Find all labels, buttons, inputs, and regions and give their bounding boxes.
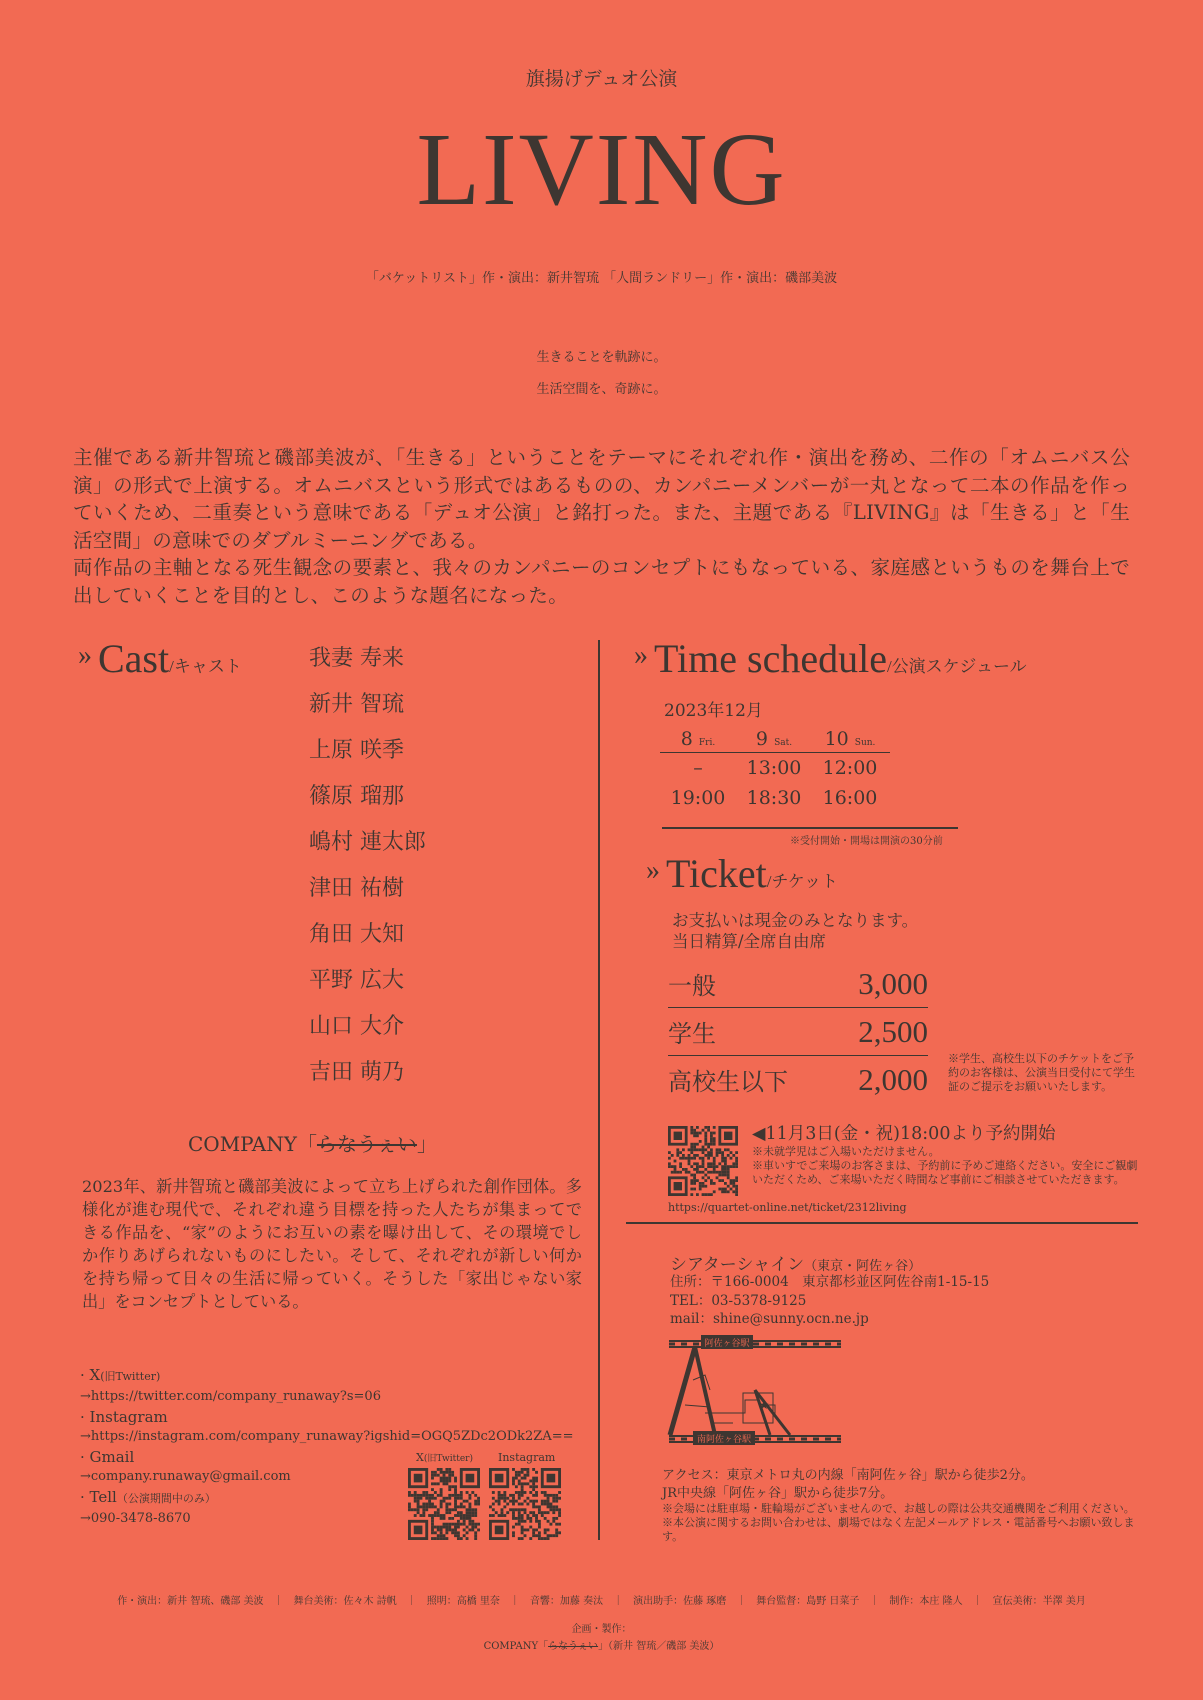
schedule-cell: 19:00 (670, 787, 726, 809)
theater-address: 住所：〒166-0004 東京都杉並区阿佐谷南1-15-15 (670, 1274, 990, 1290)
schedule-cell: 12:00 (822, 757, 878, 779)
access-metro: アクセス：東京メトロ丸の内線「南阿佐ヶ谷」駅から徒歩2分。 (662, 1468, 1034, 1483)
qr-x-label: X (416, 1451, 424, 1464)
tagline-2: 生活空間を、奇跡に。 (536, 382, 667, 397)
price-name: 高校生以下 (668, 1068, 788, 1096)
cast-member: 上原 咲季 (309, 738, 404, 763)
price-name: 学生 (668, 1020, 716, 1048)
schedule-cell: 18:30 (746, 787, 802, 809)
theater-mail[interactable]: mail：shine@sunny.ocn.ne.jp (670, 1311, 869, 1327)
page-title: LIVING (416, 112, 787, 227)
theater-name (670, 1250, 921, 1275)
day-number: 8 (680, 728, 693, 750)
production-name: らなうぇい (548, 1641, 599, 1652)
company-suffix: 」 (416, 1132, 437, 1156)
cast-member: 山口 大介 (309, 1014, 404, 1039)
cast-member: 篠原 瑠那 (309, 784, 404, 809)
chevron-right-icon: » (78, 640, 92, 671)
map-station-top: 阿佐ヶ谷駅 (704, 1339, 750, 1349)
production-prefix: COMPANY「 (483, 1641, 549, 1652)
schedule-heading-en: Time schedule (654, 636, 887, 681)
schedule-day (812, 728, 888, 750)
cast-heading-en: Cast (98, 636, 170, 681)
schedule-month: 2023年12月 (664, 701, 763, 721)
tel-link[interactable]: →090-3478-8670 (80, 1511, 191, 1526)
x-link[interactable]: →https://twitter.com/company_runaway?s=06 (80, 1389, 381, 1404)
x-qr-code-icon[interactable] (408, 1468, 480, 1540)
venue-note: ※本公演に関するお問い合わせは、劇場ではなく左記メールアドレス・電話番号へお願い致します。 (662, 1516, 1135, 1543)
day-of-week: Fri. (698, 738, 716, 748)
day-of-week: Sun. (854, 738, 876, 748)
venue-notes (662, 1502, 1142, 1544)
ticket-heading (646, 850, 838, 897)
ticket-payment-note: お支払いは現金のみとなります。 (672, 911, 919, 930)
price-value: 2,000 (858, 1061, 928, 1097)
staff-credits: 作・演出：新井 智琉、磯部 美波 ｜ 舞台美術：佐々木 詩帆 ｜ 照明：高橋 里奈 ｜ 音響：加藤 奏汰 ｜ 演出助手：佐藤 琢磨 ｜ 舞台監督：島野 日菜子 ｜ 制作：本庄 隆人 ｜ 宣伝美術：半澤 美月 (117, 1596, 1086, 1607)
schedule-row (660, 753, 890, 783)
instagram-link[interactable]: →https://instagram.com/company_runaway?igshid=OGQ5ZDc2ODk2ZA== (80, 1429, 574, 1444)
map-station-bottom: 南阿佐ヶ谷駅 (696, 1435, 752, 1445)
schedule-cell: 16:00 (822, 787, 878, 809)
intro-paragraph-2: 両作品の主軸となる死生観念の要素と、我々のカンパニーのコンセプトにもなっている、家庭感というものを舞台上で出していくことを目的とし、このような題名になった。 (73, 556, 1130, 607)
section-divider (626, 1222, 1138, 1224)
cast-heading-jp: /キャスト (169, 657, 242, 676)
schedule-heading (634, 635, 1027, 682)
ticket-link[interactable]: https://quartet-online.net/ticket/2312living (668, 1201, 907, 1214)
qr-x-sublabel: (旧Twitter) (423, 1454, 473, 1464)
credits-line: 「バケットリスト」作・演出：新井智琉 「人間ランドリー」作・演出：磯部美波 (365, 271, 838, 286)
star-icon: ★ (758, 1398, 770, 1412)
schedule-cell: 13:00 (746, 757, 802, 779)
x-label: · X (80, 1366, 101, 1384)
cast-heading (78, 635, 242, 682)
theater-area: （東京・阿佐ヶ谷） (804, 1259, 922, 1274)
chevron-right-icon: » (634, 640, 648, 671)
cast-member: 新井 智琉 (309, 692, 404, 717)
tel-label: · Tell (80, 1488, 117, 1506)
access-map (665, 1335, 845, 1450)
x-sublabel: (旧Twitter) (100, 1370, 161, 1383)
reservation-qr-code-icon[interactable] (668, 1126, 738, 1196)
instagram-qr-code-icon[interactable] (489, 1468, 561, 1540)
company-prefix: COMPANY「 (188, 1132, 317, 1156)
schedule-heading-jp: /公演スケジュール (886, 657, 1027, 676)
day-number: 9 (755, 728, 769, 750)
price-value: 3,000 (858, 965, 928, 1001)
day-of-week: Sat. (774, 738, 793, 748)
schedule-table (660, 728, 890, 813)
chevron-right-icon: » (646, 855, 660, 886)
price-name: 一般 (668, 972, 716, 1000)
access-jr: JR中央線「阿佐ヶ谷」駅から徒歩7分。 (662, 1486, 894, 1501)
event-label: 旗揚げデュオ公演 (525, 68, 678, 90)
theater-tel[interactable]: TEL：03-5378-9125 (670, 1292, 807, 1309)
schedule-row (660, 783, 890, 813)
schedule-day (660, 728, 736, 750)
price-row (668, 960, 928, 1008)
access-info (662, 1467, 1034, 1503)
column-divider (598, 640, 600, 1540)
reservation-note: ※未就学児はご入場いただけません。 (752, 1145, 940, 1158)
price-table (668, 960, 928, 1103)
production-label: 企画・製作： (571, 1624, 632, 1635)
cast-member: 我妻 寿来 (309, 646, 404, 671)
tel-sublabel: （公演期間中のみ） (116, 1492, 216, 1505)
reservation-notes (752, 1145, 1142, 1187)
tagline-1: 生きることを軌跡に。 (536, 350, 667, 365)
price-value: 2,500 (858, 1013, 928, 1049)
gmail-link[interactable]: →company.runaway@gmail.com (80, 1469, 291, 1484)
company-description: 2023年、新井智琉と磯部美波によって立ち上げられた創作団体。多様化が進む現代で、それぞれ違う目標を持った人たちが集まってできる作品を、“家”のようにお互いの素を曝け出して、その環境でしか作りあげられないものにしたい。そして、それぞれが新しい何かを持ち帰って日々の生活に帰っていく。そうした「家出じゃない家出」をコンセプトとしている。 (82, 1177, 582, 1311)
day-number: 10 (824, 728, 849, 750)
reservation-start: ◀11月3日(金・祝)18:00より予約開始 (752, 1124, 1056, 1144)
production-credit (0, 1637, 1203, 1652)
price-row (668, 1008, 928, 1056)
cast-member: 吉田 萌乃 (309, 1060, 404, 1085)
company-title (188, 1128, 437, 1157)
qr-instagram-label: Instagram (498, 1451, 556, 1464)
ticket-seating-note: 当日精算/全席自由席 (672, 932, 827, 951)
theater-info (670, 1273, 989, 1329)
intro-paragraph-1: 主催である新井智琉と磯部美波が、「生きる」ということをテーマにそれぞれ作・演出を務め、二作の「オムニバス公演」の形式で上演する。オムニバスという形式ではあるものの、カンパニーメンバーが一丸となって二本の作品を作っていくため、二重奏という意味である「デュオ公演」と銘打った。また、主題である『LIVING』は「生きる」と「生活空間」の意味でのダブルミーニングである。 (73, 446, 1130, 552)
schedule-cell: – (693, 757, 703, 779)
production-suffix: 」（新井 智琉／磯部 美波） (598, 1641, 720, 1652)
cast-list (309, 642, 426, 1102)
reservation-note: ※車いすでご来場のお客さまは、予約前に予めご連絡ください。安全にご観劇いただくため、ご来場いただく時間など事前にご相談させていただきます。 (752, 1159, 1138, 1186)
ticket-heading-en: Ticket (666, 851, 767, 896)
cast-member: 平野 広大 (309, 968, 404, 993)
cast-member: 嶋村 連太郎 (309, 830, 426, 855)
ticket-heading-jp: /チケット (766, 872, 838, 891)
gmail-label: · Gmail (80, 1448, 135, 1466)
cast-member: 角田 大知 (309, 922, 404, 947)
price-row (668, 1056, 928, 1103)
instagram-label: · Instagram (80, 1408, 168, 1426)
schedule-day (736, 728, 812, 750)
intro-text (73, 444, 1130, 609)
student-note: ※学生、高校生以下のチケットをご予約のお客様は、公演当日受付にて学生証のご提示をお願いいたします。 (948, 1052, 1135, 1093)
schedule-divider (662, 827, 958, 829)
cast-member: 津田 祐樹 (309, 876, 404, 901)
qr-x-caption (416, 1451, 473, 1464)
schedule-note: ※受付開始・開場は開演の30分前 (790, 836, 943, 847)
venue-note: ※会場には駐車場・駐輪場がございませんので、お越しの際は公共交通機関をご利用ください。 (662, 1502, 1135, 1515)
company-name: らなうぇい (316, 1132, 417, 1156)
theater-title: シアターシャイン (670, 1255, 805, 1275)
schedule-days (660, 728, 890, 753)
